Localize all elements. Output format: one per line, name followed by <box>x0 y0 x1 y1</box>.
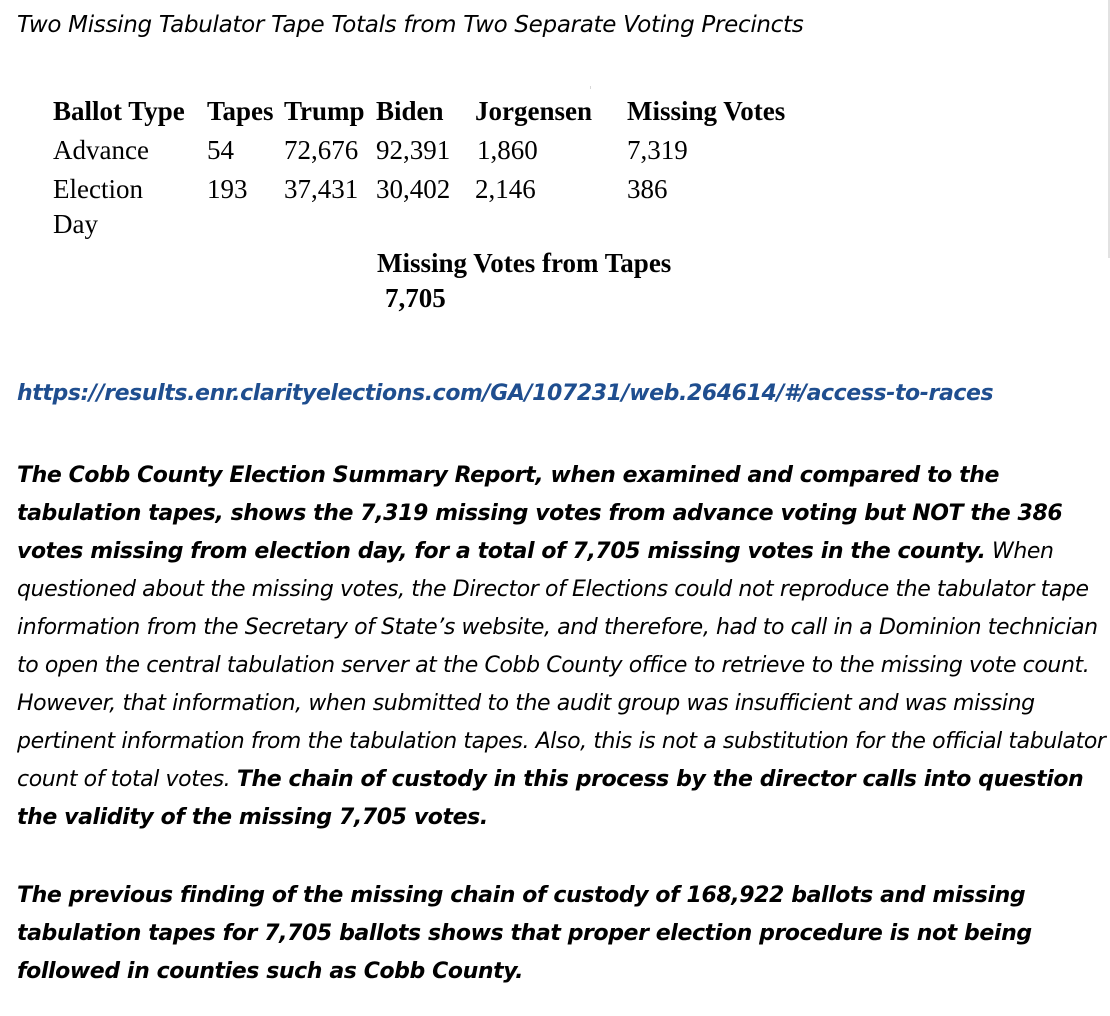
paragraph-previous-finding-text: The previous finding of the missing chain of custody of 168,922 ballots and missing tabulation tapes for 7,705 ballots shows that proper election procedure is not being followed in counties such as Cobb County. <box>17 883 1032 984</box>
row-advance-biden: 92,391 <box>376 135 451 165</box>
header-jorgensen: Jorgensen <box>475 96 592 126</box>
header-tapes: Tapes <box>207 96 274 126</box>
row-election-day-ballot-type-line1: Election <box>53 174 143 204</box>
paragraph-summary-report-conclusion: The chain of custody in this process by the director calls into question the validity of the missing 7,705 votes. <box>17 767 1084 830</box>
missing-votes-summary-value: 7,705 <box>385 283 446 313</box>
row-election-day-biden: 30,402 <box>376 174 451 204</box>
header-ballot-type: Ballot Type <box>53 96 185 126</box>
paragraph-summary-report <box>17 457 1107 837</box>
header-trump: Trump <box>284 96 365 126</box>
row-election-day-missing: 386 <box>627 174 668 204</box>
row-election-day-jorgensen: 2,146 <box>475 174 536 204</box>
image-artifact-mark <box>590 86 591 89</box>
source-link[interactable]: https://results.enr.clarityelections.com/GA/107231/web.264614/#/access-to-races <box>17 381 994 406</box>
paragraph-summary-report-bold: The Cobb County Election Summary Report, when examined and compared to the tabulation tapes, shows the 7,319 missing votes from advance voting but NOT the 386 votes missing from election day, for a total of 7,705 missing votes in the county. <box>17 463 1063 564</box>
row-election-day-trump: 37,431 <box>284 174 359 204</box>
row-advance-missing: 7,319 <box>627 135 688 165</box>
document-title: Two Missing Tabulator Tape Totals from Two Separate Voting Precincts <box>17 12 804 38</box>
header-missing-votes: Missing Votes <box>627 96 786 126</box>
paragraph-summary-report-body: When questioned about the missing votes, the Director of Elections could not reproduce the tabulator tape information from the Secretary of State’s website, and therefore, had to call in a Dominion technician to open the central tabulation server at the Cobb County office to retrieve to the missing vote count. However, that information, when submitted to the audit group was insufficient and was missing pertinent information from the tabulation tapes. Also, this is not a substitution for the official tabulator count of total votes. <box>17 539 1106 792</box>
row-advance-tapes: 54 <box>207 135 234 165</box>
row-election-day-tapes: 193 <box>207 174 248 204</box>
header-biden: Biden <box>376 96 444 126</box>
row-advance-trump: 72,676 <box>284 135 359 165</box>
vote-table-image <box>0 0 1110 330</box>
row-advance-jorgensen: 1,860 <box>477 135 538 165</box>
row-advance-ballot-type: Advance <box>53 135 149 165</box>
paragraph-previous-finding <box>17 877 1107 991</box>
missing-votes-summary-label: Missing Votes from Tapes <box>377 248 672 278</box>
row-election-day-ballot-type-line2: Day <box>53 209 98 239</box>
